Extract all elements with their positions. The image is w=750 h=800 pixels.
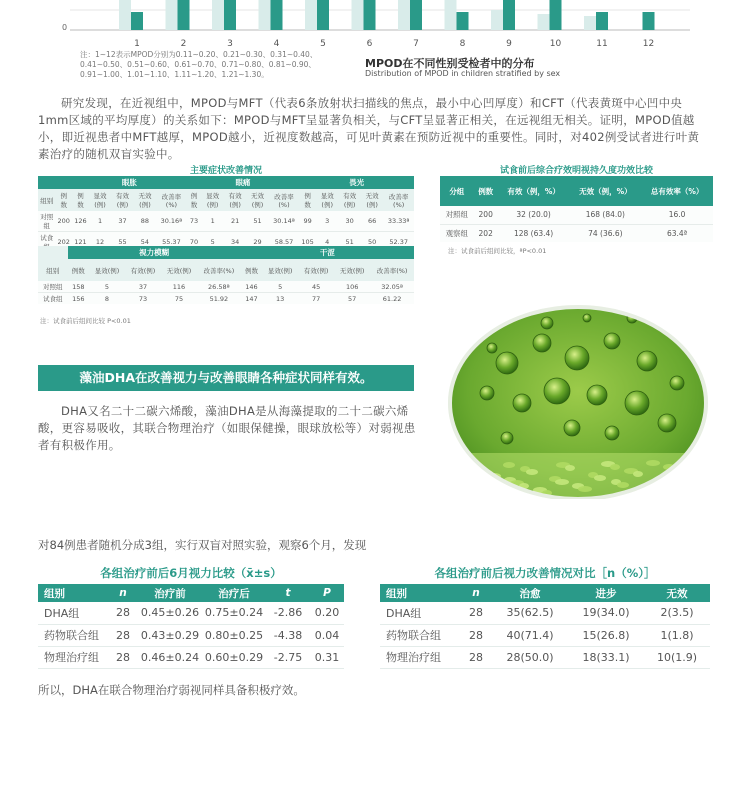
cell-value: 128 (63.4): [498, 224, 570, 242]
vision-comparison-table: [38, 584, 344, 669]
algae-cell: [670, 376, 684, 390]
col-header-sub: 改善率(%): [383, 189, 414, 211]
symptom-table-note: 注：试食前后组间比较 P<0.01: [40, 317, 131, 325]
cell-value: 1: [89, 211, 111, 232]
chart-bar-light-8: [445, 0, 457, 30]
algae-cell-blur: [640, 489, 652, 495]
col-header-sub: 无效(例): [134, 189, 156, 211]
cell-value: 10(1.9): [644, 646, 710, 668]
col-group-blurred-vision: 视力模糊: [68, 246, 241, 259]
row-group-name: DHA组: [380, 602, 460, 624]
cell-value: 观察组: [440, 224, 474, 242]
cell-value: 32 (20.0): [498, 206, 570, 224]
chart-bar-dark-12: [643, 12, 655, 30]
col-header-sub: 有效(例): [224, 189, 246, 211]
col-header: 进步: [568, 584, 644, 602]
cell-value: 51.92: [197, 293, 241, 305]
cell-value: 18(33.1): [568, 646, 644, 668]
cell-value: 13: [262, 293, 298, 305]
cell-value: 0.60±0.29: [202, 646, 266, 668]
algae-cell: [564, 420, 580, 436]
cell-value: 55.37: [156, 232, 186, 253]
cell-value: 63.4ª: [641, 224, 713, 242]
algae-cell-blur: [452, 460, 462, 466]
mpod-bar-chart: [0, 0, 750, 52]
cell-value: 对照组: [440, 206, 474, 224]
col-group-eye-pain: 眼痛: [187, 176, 300, 189]
symptom-table-part1: [38, 176, 414, 252]
col-header-sub: 改善率(%): [370, 259, 414, 281]
cell-value: 28: [108, 624, 138, 646]
chart-x-tick-8: 8: [459, 39, 466, 49]
algae-cell: [658, 414, 676, 432]
col-header-sub: 改善率(%): [197, 259, 241, 281]
chart-bar-dark-3: [224, 0, 236, 30]
algae-cell-blur: [662, 481, 674, 487]
cell-value: 0.43±0.29: [138, 624, 202, 646]
algae-cell-blur: [679, 485, 689, 491]
chart-x-tick-2: 2: [180, 39, 187, 49]
col-header-sub: 无效(例): [246, 189, 268, 211]
table-row: [38, 211, 414, 232]
cell-value: 58.57: [269, 232, 299, 253]
table-row: [38, 281, 414, 293]
row-group-name: 对照组: [38, 211, 55, 232]
cell-value: 1(1.8): [644, 624, 710, 646]
col-header-sub: 有效(例): [111, 189, 133, 211]
cell-value: 106: [334, 281, 370, 293]
col-header: 治愈: [492, 584, 568, 602]
algae-cell: [501, 432, 513, 444]
row-group-name: DHA组: [38, 602, 108, 624]
cell-value: 30: [338, 211, 360, 232]
cell-value: 70: [187, 232, 202, 253]
chart-bar-light-10: [538, 14, 550, 30]
chart-bar-dark-1: [131, 12, 143, 30]
col-header-sub: 有效(例): [125, 259, 161, 281]
cell-value: 40(71.4): [492, 624, 568, 646]
cell-value: 51: [338, 232, 360, 253]
chart-bar-dark-9: [503, 0, 515, 30]
cell-value: 30.14ª: [269, 211, 299, 232]
chart-bar-dark-4: [271, 0, 283, 30]
cell-value: 0.20: [310, 602, 344, 624]
col-header-sub: 例数: [299, 189, 316, 211]
cell-value: 116: [161, 281, 197, 293]
cell-value: 28: [108, 602, 138, 624]
cell-value: 16.0: [641, 206, 713, 224]
cell-value: 28: [460, 646, 492, 668]
chart-subtitle: Distribution of MPOD in children stratified by sex: [365, 69, 561, 78]
green-algae-cells-icon: [447, 303, 709, 499]
col-group-photophobia: 畏光: [299, 176, 414, 189]
cell-value: 88: [134, 211, 156, 232]
table-row: [38, 602, 344, 624]
row-n: 200: [55, 211, 72, 232]
col-header-sub: 改善率(%): [269, 189, 299, 211]
algae-cell-blur: [685, 488, 697, 494]
col-header: 无效（例，%）: [569, 176, 641, 206]
algae-cell: [513, 394, 531, 412]
cell-value: 0.45±0.26: [138, 602, 202, 624]
cell-value: 32.05ª: [370, 281, 414, 293]
col-header-sub: 无效(例): [361, 189, 383, 211]
col-header: n: [460, 584, 492, 602]
algae-cell: [544, 378, 570, 404]
cell-value: 28: [108, 646, 138, 668]
col-header-sub: 有效(例): [298, 259, 334, 281]
improvement-comparison-table: [380, 584, 710, 669]
cell-value: 15(26.8): [568, 624, 644, 646]
algae-cell: [583, 314, 591, 322]
chart-bar-light-1: [119, 0, 131, 30]
conclusion-text: 所以，DHA在联合物理治疗弱视同样具备积极疗效。: [38, 683, 305, 697]
col-header-group: 组别: [38, 189, 55, 211]
col-header-n: 例数: [55, 189, 72, 211]
cell-value: 5: [262, 281, 298, 293]
row-group-name: 药物联合组: [38, 624, 108, 646]
cell-value: 146: [241, 281, 262, 293]
symptom-table-title: 主要症状改善情况: [189, 166, 262, 176]
cell-value: 2(3.5): [644, 602, 710, 624]
table-row: [38, 624, 344, 646]
cell-value: 21: [224, 211, 246, 232]
cell-value: 74 (36.6): [569, 224, 641, 242]
col-header-sub: 显效(例): [262, 259, 298, 281]
col-header-sub: 无效(例): [161, 259, 197, 281]
chart-bar-light-2: [166, 0, 178, 30]
cell-value: 73: [125, 293, 161, 305]
chart-bar-dark-7: [410, 0, 422, 30]
chart-bar-light-7: [398, 0, 410, 30]
symptom-table-part2: [38, 246, 414, 304]
cell-value: 1: [201, 211, 223, 232]
chart-x-tick-12: 12: [642, 39, 655, 49]
cell-value: 0.31: [310, 646, 344, 668]
cell-value: 3: [316, 211, 338, 232]
algae-cell-blur: [465, 481, 479, 487]
chart-x-tick-1: 1: [134, 39, 140, 49]
cell-value: 57: [334, 293, 370, 305]
table-row: [380, 624, 710, 646]
chart-bar-light-3: [212, 0, 224, 30]
col-header-sub: 有效(例): [338, 189, 360, 211]
chart-x-tick-5: 5: [320, 39, 326, 49]
cell-value: 34: [224, 232, 246, 253]
row-group-name: 物理治疗组: [380, 646, 460, 668]
table-row: [440, 206, 713, 224]
col-group-dryness: 干涩: [241, 246, 414, 259]
row-group-name: 试食: [38, 232, 55, 253]
col-header-sub: 例数: [241, 259, 262, 281]
algae-cell: [480, 386, 494, 400]
cell-value: 28: [460, 602, 492, 624]
col-header: 分组: [440, 176, 474, 206]
cell-value: 45: [298, 281, 334, 293]
cell-value: 55: [111, 232, 133, 253]
cell-value: 37: [125, 281, 161, 293]
chart-x-tick-11: 11: [596, 39, 608, 49]
cell-value: 200: [474, 206, 498, 224]
row-group-name: 对照组: [38, 281, 68, 293]
col-header-sub: 例数: [72, 189, 89, 211]
chart-bar-dark-6: [364, 0, 376, 30]
cell-value: -2.75: [266, 646, 310, 668]
efficacy-table: [440, 176, 713, 242]
col-header: 无效: [644, 584, 710, 602]
algae-cell: [565, 346, 589, 370]
algae-cell-blur: [474, 484, 484, 490]
col-header-sub: 改善率(%): [156, 189, 186, 211]
cell-value: 12: [89, 232, 111, 253]
chart-footnote: 注：1~12表示MPOD分别为0.11~0.20、0.21~0.30、0.31~0.40、0.41~0.50、0.51~0.60、0.61~0.70、0.71~0.80、0.81~0.90、0.91~1.00、1.01~1.10、1.11~1.20、1.21~1.30。: [80, 50, 318, 79]
algae-cell: [541, 317, 553, 329]
cell-value: 0.75±0.24: [202, 602, 266, 624]
col-header: 治疗前: [138, 584, 202, 602]
chart-x-tick-10: 10: [549, 39, 562, 49]
algae-cell: [637, 351, 657, 371]
table-row: [440, 224, 713, 242]
row-group-name: 物理治疗组: [38, 646, 108, 668]
efficacy-table-note: 注：试食前后组间比较，ªP<0.01: [448, 247, 547, 255]
chart-bar-dark-10: [550, 0, 562, 30]
chart-bar-light-6: [352, 0, 364, 30]
chart-bar-dark-5: [317, 0, 329, 30]
cell-value: 26.58ª: [197, 281, 241, 293]
algae-cell-blur: [458, 463, 470, 469]
cell-value: 52.37: [383, 232, 414, 253]
improvement-table-title: 各组治疗前后视力改善情况对比［n（%）］: [434, 566, 656, 580]
col-header-sub: 例数: [68, 259, 89, 281]
table-row: [380, 602, 710, 624]
table-row: [380, 646, 710, 668]
chart-bar-light-9: [491, 10, 503, 30]
col-header: P: [310, 584, 344, 602]
efficacy-table-title: 试食前后综合疗效明视持久度功效比较: [499, 166, 653, 176]
algae-cell: [587, 385, 607, 405]
table-row: [38, 646, 344, 668]
col-header: 例数: [474, 176, 498, 206]
cell-value: 126: [72, 211, 89, 232]
cell-value: 121: [72, 232, 89, 253]
col-header: 组别: [380, 584, 460, 602]
cell-value: 28: [460, 624, 492, 646]
col-header-sub: 显效(例): [316, 189, 338, 211]
chart-bar-dark-11: [596, 12, 608, 30]
row-group-name: 药物联合组: [380, 624, 460, 646]
algae-cell: [487, 343, 497, 353]
col-header: t: [266, 584, 310, 602]
cell-value: 51: [246, 211, 268, 232]
cell-value: 99: [299, 211, 316, 232]
algae-cell: [496, 352, 518, 374]
col-group-eye-swelling: 眼胀: [72, 176, 187, 189]
chart-x-tick-9: 9: [506, 39, 512, 49]
cell-value: 33.33ª: [383, 211, 414, 232]
cell-value: 19(34.0): [568, 602, 644, 624]
research-paragraph: 研究发现，在近视组中，MPOD与MFT（代表6条放射状扫描线的焦点，最小中心凹厚度）和CFT（代表黄斑中心凹中央1mm区域的平均厚度）的关系如下：MPOD与MFT呈显著负相关，与CFT呈显著正相关，在远视组无相关。证明，MPOD值越小，即近视患者中MFT越厚，MPOD越小，近视度数越高，可见叶黄素在预防近视中的重要性。同时，对402例受试者进行叶黄素治疗的随机双盲实验中。: [38, 96, 700, 161]
col-header-sub: 无效(例): [334, 259, 370, 281]
cell-value: 75: [161, 293, 197, 305]
cell-value: 35(62.5): [492, 602, 568, 624]
cell-value: 54: [134, 232, 156, 253]
cell-value: -2.86: [266, 602, 310, 624]
cell-value: 73: [187, 211, 202, 232]
algae-cell-blur: [692, 474, 706, 480]
cell-value: 0.46±0.24: [138, 646, 202, 668]
col-header-sub: 例数: [187, 189, 202, 211]
cell-value: 156: [68, 293, 89, 305]
table-row: [38, 293, 414, 305]
col-header: 组别: [38, 584, 108, 602]
cell-value: 5: [89, 281, 125, 293]
chart-x-tick-7: 7: [413, 39, 419, 49]
chart-y-tick-0: 0: [62, 23, 68, 32]
chart-bar-light-5: [305, 0, 317, 30]
dha-paragraph: DHA又名二十二碳六烯酸，藻油DHA是从海藻提取的二十二碳六烯酸，更容易吸收，其联合物理治疗（如眼保健操，眼球放松等）对弱视患者有积极作用。: [38, 404, 416, 452]
chart-bar-dark-8: [457, 12, 469, 30]
cell-value: 61.22: [370, 293, 414, 305]
chart-x-tick-4: 4: [273, 39, 280, 49]
dha-banner: 藻油DHA在改善视力与改善眼睛各种症状同样有效。: [38, 365, 414, 391]
cell-value: 0.04: [310, 624, 344, 646]
cell-value: 168 (84.0): [569, 206, 641, 224]
col-header-sub: 显效(例): [89, 189, 111, 211]
col-header: 有效（例，%）: [498, 176, 570, 206]
cell-value: 0.80±0.25: [202, 624, 266, 646]
algae-cell: [605, 426, 619, 440]
cell-value: -4.38: [266, 624, 310, 646]
cell-value: 202: [474, 224, 498, 242]
col-header: 总有效率（%）: [641, 176, 713, 206]
cell-value: 37: [111, 211, 133, 232]
algae-cell-blur: [464, 466, 478, 472]
chart-bar-dark-2: [178, 0, 190, 30]
cell-value: 30.16ª: [156, 211, 186, 232]
row-n: 202: [55, 232, 72, 253]
chart-x-tick-6: 6: [366, 39, 373, 49]
cell-value: 8: [89, 293, 125, 305]
chart-bar-light-4: [259, 0, 271, 30]
col-header: 治疗后: [202, 584, 266, 602]
algae-cell-blur: [701, 477, 709, 483]
algae-cell-blur: [497, 491, 507, 497]
cell-value: 66: [361, 211, 383, 232]
col-header: n: [108, 584, 138, 602]
col-header-sub: 显效(例): [201, 189, 223, 211]
col-header-group: 组别: [38, 259, 68, 281]
chart-title: MPOD在不同性别受检者中的分布: [365, 57, 535, 70]
algae-cell: [604, 333, 620, 349]
row-group-name: 试食组: [38, 293, 68, 305]
vision-table-title: 各组治疗前后6月视力比较（x̄±s）: [100, 566, 282, 580]
cell-value: 50: [361, 232, 383, 253]
cell-value: 29: [246, 232, 268, 253]
chart-x-tick-3: 3: [227, 39, 233, 49]
algae-cell: [625, 391, 649, 415]
cell-value: 5: [201, 232, 223, 253]
cell-value: 28(50.0): [492, 646, 568, 668]
chart-bar-light-11: [584, 16, 596, 30]
algae-cell: [533, 334, 551, 352]
trial-intro: 对84例患者随机分成3组，实行双盲对照实验，观察6个月，发现: [38, 538, 367, 552]
cell-value: 105: [299, 232, 316, 253]
cell-value: 158: [68, 281, 89, 293]
cell-value: 4: [316, 232, 338, 253]
col-header-sub: 显效(例): [89, 259, 125, 281]
cell-value: 147: [241, 293, 262, 305]
cell-value: 77: [298, 293, 334, 305]
